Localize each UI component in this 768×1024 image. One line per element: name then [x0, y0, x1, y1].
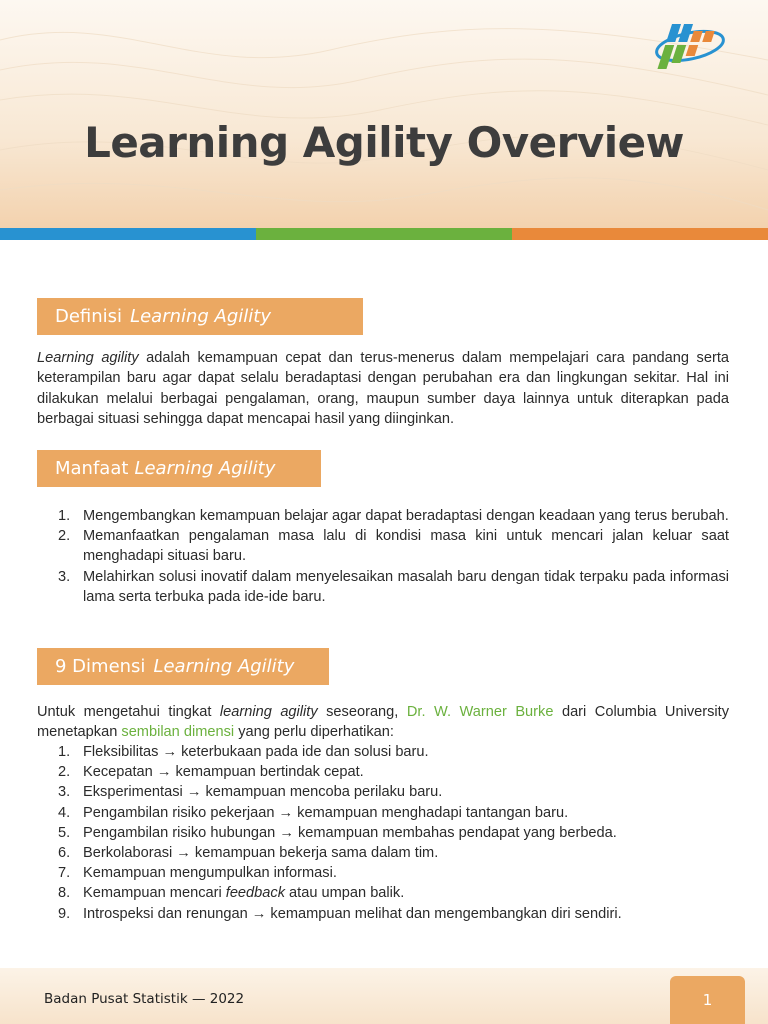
definisi-term: Learning agility	[37, 350, 139, 366]
list-item: 5. Pengambilan risiko hubungan → kemampuan membahas pendapat yang berbeda.	[58, 824, 617, 841]
list-item: 3. Melahirkan solusi inovatif dalam menyelesaikan masalah baru dengan tidak terpaku pada informasi lama serta terbuka pada ide-ide baru.	[58, 568, 729, 605]
definisi-text: adalah kemampuan cepat dan terus-menerus dalam mempelajari cara pandang serta keterampilan baru agar dapat selalu beradaptasi dengan perubahan era dan lingkungan sekitar. Hal ini dilakukan melalui berbagai pengalaman, orang, maupun sumber daya lainnya untuk diterapkan pada berbagai situasi sehingga dapat mencapai hasil yang diinginkan.	[37, 350, 729, 427]
section-label-manfaat	[37, 450, 321, 487]
list-item: 6. Berkolaborasi → kemampuan bekerja sama dalam tim.	[58, 845, 439, 862]
list-item: 3. Eksperimentasi → kemampuan mencoba perilaku baru.	[58, 784, 443, 801]
section-label-emphasis: Learning Agility	[153, 656, 295, 677]
list-item: 8. Kemampuan mencari feedback atau umpan balik.	[58, 885, 405, 902]
author-name: Dr. W. Warner Burke	[406, 704, 554, 720]
list-item: 2. Memanfaatkan pengalaman masa lalu di kondisi masa kini untuk mencari jalan keluar saat menghadapi situasi baru.	[58, 528, 729, 565]
dimensi-list	[37, 742, 729, 924]
section-label-dimensi	[37, 648, 329, 685]
page-title: Learning Agility Overview	[84, 118, 684, 167]
page-number: 1	[670, 976, 745, 1024]
manfaat-list	[37, 506, 729, 607]
bps-logo-icon	[652, 18, 728, 76]
header-banner	[0, 0, 768, 228]
list-item: 1. Mengembangkan kemampuan belajar agar dapat beradaptasi dengan keadaan yang terus berubah.	[58, 508, 729, 524]
tricolor-divider	[0, 228, 768, 240]
page-footer	[0, 968, 768, 1024]
dimensi-intro: Untuk mengetahui tingkat learning agility seseorang, Dr. W. Warner Burke dari Columbia University menetapkan sembilan dimensi yang perlu diperhatikan:	[37, 704, 729, 741]
section-label-lead: 9 Dimensi	[55, 656, 146, 677]
list-item: 1. Fleksibilitas → keterbukaan pada ide dan solusi baru.	[58, 744, 429, 760]
footer-text: Badan Pusat Statistik — 2022	[44, 991, 245, 1007]
list-item: 7. Kemampuan mengumpulkan informasi.	[58, 865, 337, 882]
highlight-term: sembilan dimensi	[121, 724, 235, 741]
divider-orange	[512, 228, 768, 240]
section-label-lead: Manfaat	[55, 458, 129, 479]
list-item: 2. Kecepatan → kemampuan bertindak cepat.	[58, 764, 364, 781]
definisi-paragraph	[37, 348, 729, 429]
section-label-emphasis: Learning Agility	[130, 306, 272, 327]
section-label-definisi	[37, 298, 363, 335]
section-label-lead: Definisi	[55, 306, 123, 327]
divider-green	[256, 228, 512, 240]
list-item: 9. Introspeksi dan renungan → kemampuan melihat dan mengembangkan diri sendiri.	[58, 905, 622, 922]
section-label-emphasis: Learning Agility	[134, 458, 276, 479]
divider-blue	[0, 228, 256, 240]
list-item: 4. Pengambilan risiko pekerjaan → kemampuan menghadapi tantangan baru.	[58, 804, 569, 821]
